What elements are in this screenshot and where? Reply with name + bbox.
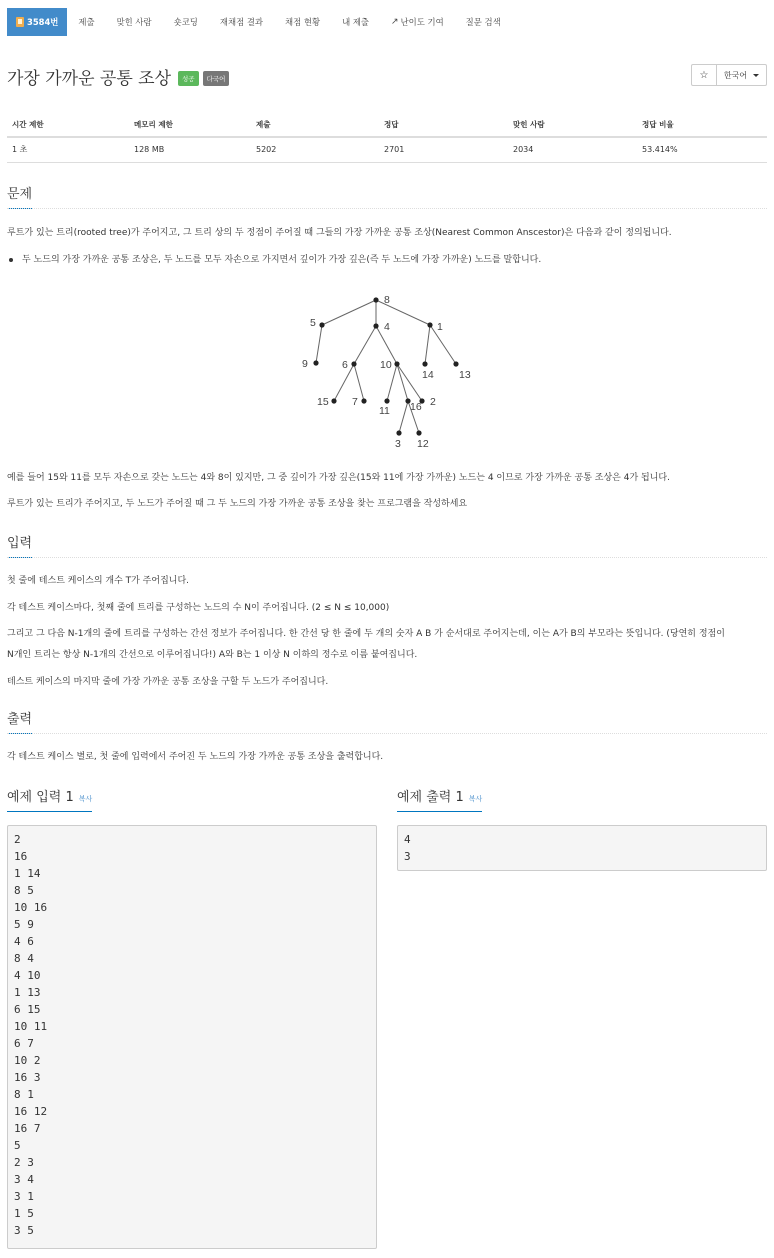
info-value: 2034: [508, 137, 637, 162]
nav-rejudge-result[interactable]: 재채점 결과: [219, 17, 264, 27]
tree-label: 1: [437, 321, 443, 333]
info-header: 맞힌 사람: [508, 112, 637, 137]
output-paragraph: 각 테스트 케이스 별로, 첫 줄에 입력에서 주어진 두 노드의 가장 가까운 공통 조상을 출력합니다.: [7, 752, 384, 762]
tree-label: 13: [459, 369, 471, 381]
info-header-row: [7, 112, 767, 137]
info-value: 1 초: [7, 137, 129, 162]
info-header: 시간 제한: [7, 112, 129, 137]
title-row: [7, 64, 229, 89]
output-heading: 출력: [7, 708, 32, 734]
info-value: 128 MB: [129, 137, 251, 162]
nav-short-coding[interactable]: 숏코딩: [173, 17, 198, 27]
tree-label: 11: [379, 405, 390, 417]
sample-output-headline: [397, 786, 767, 812]
tree-label: 14: [422, 369, 434, 381]
copy-sample-input-button[interactable]: 복사: [78, 795, 93, 803]
page-title: 가장 가까운 공통 조상: [7, 69, 172, 89]
external-link-icon: ↗: [391, 17, 399, 27]
info-header: 제출: [251, 112, 379, 137]
problem-headline: [7, 183, 767, 209]
nav-solved-users[interactable]: 맞힌 사람: [116, 17, 152, 27]
tree-label: 9: [302, 358, 308, 370]
nav-status[interactable]: 채점 현황: [285, 17, 321, 27]
star-icon: ☆: [699, 69, 709, 81]
nav-difficulty-contribute[interactable]: ↗ 난이도 기여: [391, 17, 444, 27]
nav-submit[interactable]: 제출: [78, 17, 95, 27]
problem-bullet: 두 노드의 가장 가까운 공통 조상은, 두 노드를 모두 자손으로 가지면서 깊이가 가장 깊은(즉 두 노드에 가장 가까운) 노드를 말합니다.: [22, 252, 541, 269]
input-paragraph: 첫 줄에 테스트 케이스의 개수 T가 주어집니다.: [7, 576, 190, 586]
input-paragraph: 그리고 그 다음 N-1개의 줄에 트리를 구성하는 간선 정보가 주어집니다. 한 간선 당 한 줄에 두 개의 숫자 A B 가 순서대로 주어지는데, 이는 A가 B의 부모라는 뜻입니다. (당연히 정점이: [7, 629, 725, 639]
nav-problem-id[interactable]: 3584번: [7, 8, 67, 36]
problem-info-table: [7, 112, 767, 163]
success-badge: 성공: [178, 71, 199, 86]
problem-paragraph: 루트가 있는 트리가 주어지고, 두 노드가 주어질 때 그 두 노드의 가장 가까운 공통 조상을 찾는 프로그램을 작성하세요: [7, 499, 468, 509]
input-heading: 입력: [7, 532, 32, 558]
input-headline: [7, 532, 767, 558]
sample-input-box[interactable]: 2 16 1 14 8 5 10 16 5 9 4 6 8 4 4 10 1 13 6 15 10 11 6 7 10 2 16 3 8 1 16 12 16 7 5 2 3 3 4 3 1 1 5 3 5: [7, 825, 377, 1249]
info-value-row: [7, 137, 767, 162]
headline-divider: [7, 208, 767, 209]
problem-paragraph: 예를 들어 15와 11를 모두 자손으로 갖는 노드는 4와 8이 있지만, 그 중 깊이가 가장 깊은(15와 11에 가장 가까운) 노드는 4 이므로 가장 가까운 공통 조상은 4가 됩니다.: [7, 473, 670, 483]
multilang-badge[interactable]: 다국어: [203, 71, 230, 86]
sample-input-heading: 예제 입력 1 복사: [7, 786, 92, 812]
output-headline: [7, 708, 767, 734]
tree-label: 15: [317, 396, 329, 408]
tree-label: 10: [380, 359, 392, 371]
problem-paragraph: 루트가 있는 트리(rooted tree)가 주어지고, 그 트리 상의 두 정점이 주어질 때 그들의 가장 가까운 공통 조상(Nearest Common Anscestor)은 다음과 같이 정의됩니다.: [7, 228, 672, 238]
input-paragraph: 테스트 케이스의 마지막 줄에 가장 가까운 공통 조상을 구할 두 노드가 주어집니다.: [7, 677, 329, 687]
caret-down-icon: [753, 74, 759, 77]
info-value: 53.414%: [637, 137, 767, 162]
tree-labels: [302, 294, 471, 450]
headline-divider: [7, 557, 767, 558]
tree-label: 3: [395, 438, 401, 450]
tree-label: 7: [352, 396, 358, 408]
tree-label: 5: [310, 317, 316, 329]
star-button[interactable]: [691, 64, 717, 86]
sample-input-headline: [7, 786, 377, 812]
problem-nav: [7, 8, 512, 36]
tree-label: 4: [384, 321, 390, 333]
sample-output-box[interactable]: 4 3: [397, 825, 767, 871]
bookmark-icon: [16, 17, 24, 27]
info-header: 메모리 제한: [129, 112, 251, 137]
input-paragraph: 각 테스트 케이스마다, 첫째 줄에 트리를 구성하는 노드의 수 N이 주어집니다. (2 ≤ N ≤ 10,000): [7, 603, 390, 613]
info-header: 정답 비율: [637, 112, 767, 137]
copy-sample-output-button[interactable]: 복사: [468, 795, 483, 803]
tree-label: 16: [410, 401, 422, 413]
tree-label: 6: [342, 359, 348, 371]
headline-divider: [7, 733, 767, 734]
tree-label: 12: [417, 438, 429, 450]
info-value: 2701: [379, 137, 508, 162]
tree-label: 8: [384, 294, 390, 306]
sample-output-heading: 예제 출력 1 복사: [397, 786, 482, 812]
info-header: 정답: [379, 112, 508, 137]
nav-question-search[interactable]: 질문 검색: [465, 17, 501, 27]
nav-my-submissions[interactable]: 내 제출: [342, 17, 369, 27]
tree-diagram: [294, 288, 484, 454]
problem-heading: 문제: [7, 183, 32, 209]
input-paragraph: N개인 트리는 항상 N-1개의 간선으로 이루어집니다!) A와 B는 1 이상 N 이하의 정수로 이름 붙여집니다.: [7, 650, 418, 660]
language-dropdown[interactable]: 한국어: [717, 64, 767, 86]
info-value: 5202: [251, 137, 379, 162]
tree-label: 2: [430, 396, 436, 408]
